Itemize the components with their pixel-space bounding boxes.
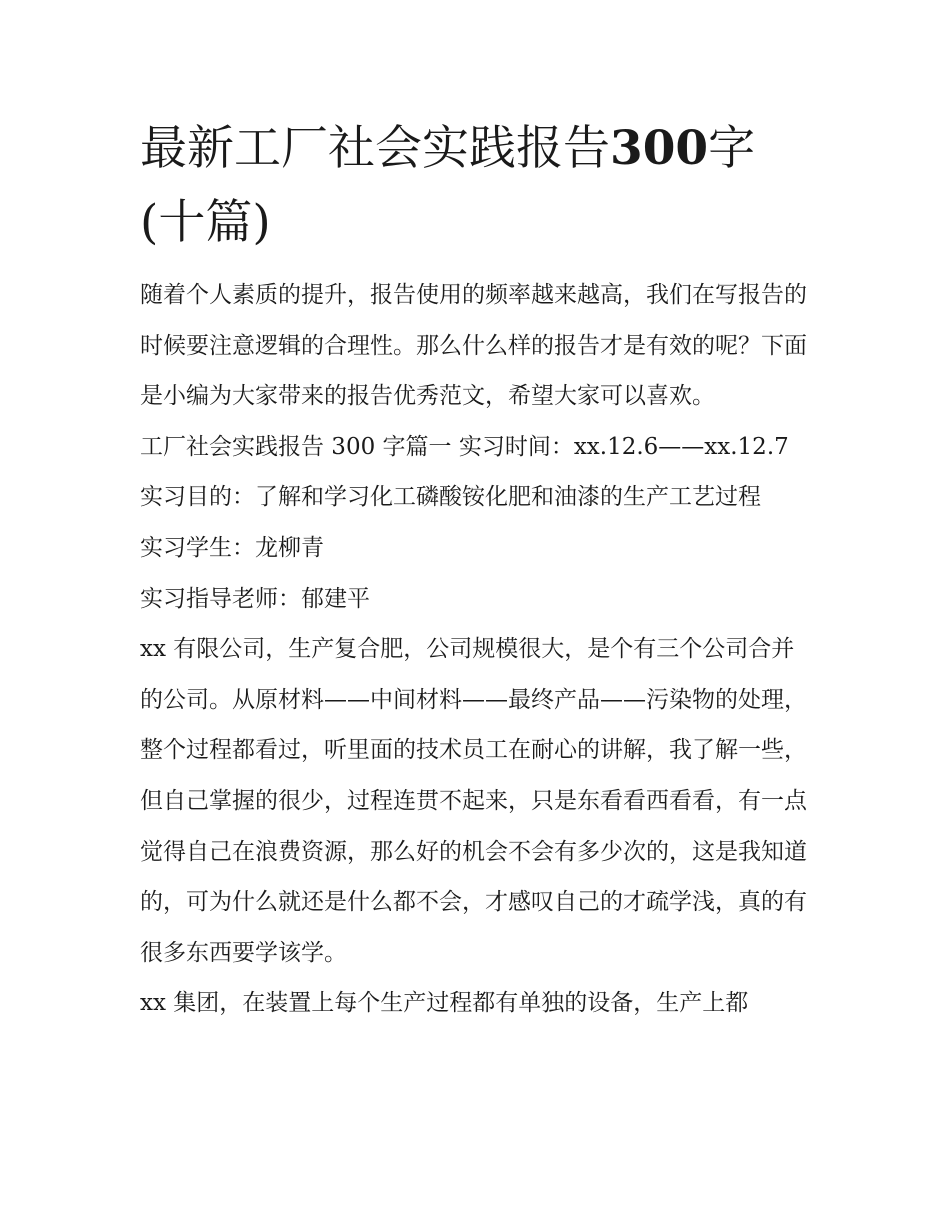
document-page — [140, 112, 815, 1029]
paragraph-teacher: 实习指导老师：郁建平 — [140, 585, 370, 612]
title-number: 300 — [610, 121, 709, 176]
title-text-part1: 最新工厂社会实践报告 — [140, 121, 610, 176]
document-body — [140, 270, 815, 1029]
paragraph-intro: 随着个人素质的提升，报告使用的频率越来越高，我们在写报告的时候要注意逻辑的合理性。那么什么样的报告才是有效的呢？下面是小编为大家带来的报告优秀范文，希望大家可以喜欢。 — [140, 282, 807, 410]
document-title — [140, 112, 815, 260]
paragraph-company-two: xx 集团，在装置上每个生产过程都有单独的设备，生产上都 — [140, 990, 749, 1017]
paragraph-company-one: xx 有限公司，生产复合肥，公司规模很大，是个有三个公司合并的公司。从原材料——中间材料——最终产品——污染物的处理，整个过程都看过，听里面的技术员工在耐心的讲解，我了解一些，但自己掌握的很少，过程连贯不起来，只是东看看西看看，有一点觉得自己在浪费资源，那么好的机会不会有多少次的，这是我知道的，可为什么就还是什么都不会，才感叹自己的才疏学浅，真的有很多东西要学该学。 — [140, 636, 807, 966]
title-text-part2: 字 (十篇) — [140, 121, 756, 250]
paragraph-practice-info: 工厂社会实践报告 300 字篇一 实习时间：xx.12.6——xx.12.7 实习目的：了解和学习化工磷酸铵化肥和油漆的生产工艺过程 — [140, 433, 789, 511]
paragraph-student: 实习学生：龙柳青 — [140, 534, 324, 561]
